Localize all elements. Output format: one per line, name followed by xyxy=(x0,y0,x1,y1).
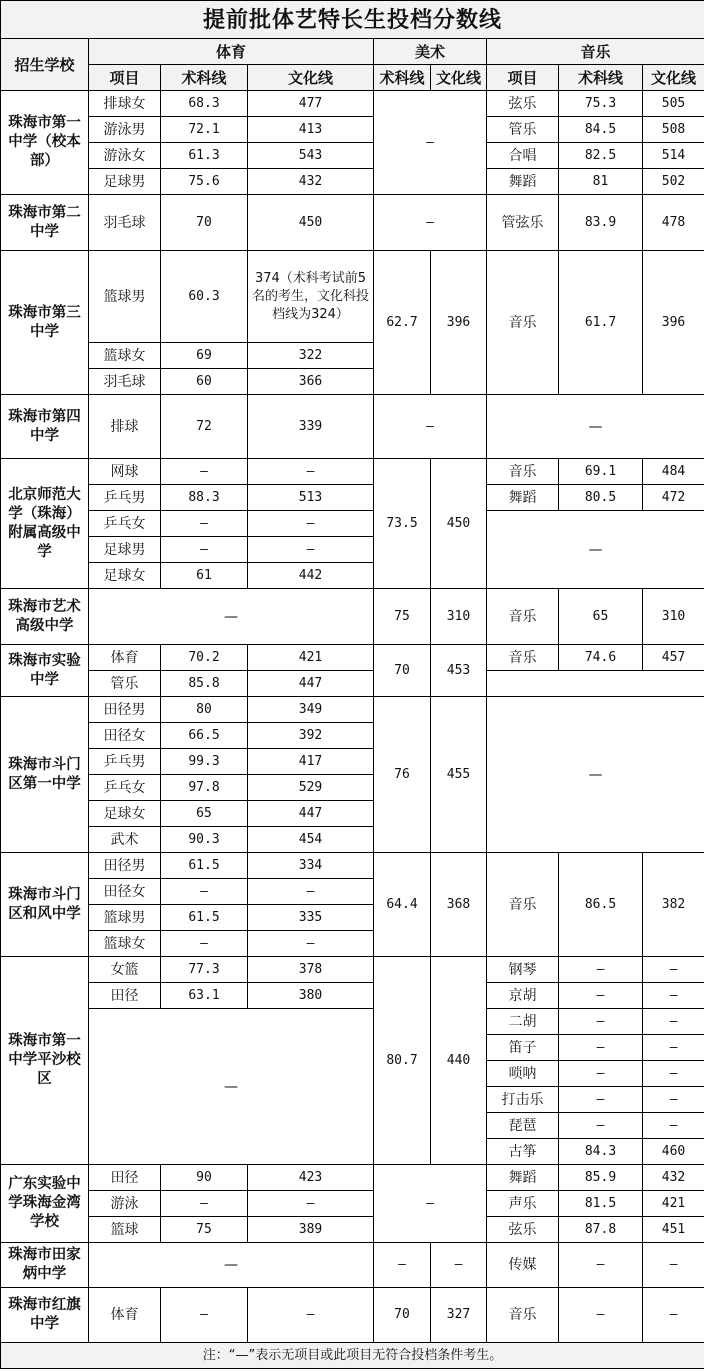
pe-skill-score: 88.3 xyxy=(161,485,248,511)
music-culture-score: 396 xyxy=(643,251,704,395)
pe-skill-score: 69 xyxy=(161,343,248,369)
music-skill-score: — xyxy=(559,1087,643,1113)
music-culture-score: 457 xyxy=(643,645,704,671)
pe-skill-score: 61 xyxy=(161,563,248,589)
pe-item: 足球女 xyxy=(89,563,161,589)
school-name: 珠海市第二中学 xyxy=(1,195,89,251)
pe-culture-score: 432 xyxy=(248,169,374,195)
pe-skill-score: 90 xyxy=(161,1165,248,1191)
music-culture-score: 502 xyxy=(643,169,704,195)
pe-item: 羽毛球 xyxy=(89,369,161,395)
school-name: 广东实验中学珠海金湾学校 xyxy=(1,1165,89,1243)
pe-culture-score: 423 xyxy=(248,1165,374,1191)
music-item: 二胡 xyxy=(487,1009,559,1035)
pe-culture-score: 366 xyxy=(248,369,374,395)
pe-culture-score: 513 xyxy=(248,485,374,511)
music-skill-score: — xyxy=(559,1035,643,1061)
art-skill-score: 62.7 xyxy=(374,251,431,395)
music-skill-score: — xyxy=(559,1009,643,1035)
music-skill-score: — xyxy=(559,1243,643,1288)
pe-culture-score: 392 xyxy=(248,723,374,749)
pe-skill-score: 60 xyxy=(161,369,248,395)
pe-culture-score: 417 xyxy=(248,749,374,775)
header-music: 音乐 xyxy=(487,39,704,65)
art-skill-score: 75 xyxy=(374,589,431,645)
header-row xyxy=(1,65,704,91)
pe-skill-score: — xyxy=(161,1288,248,1343)
pe-culture-score: 322 xyxy=(248,343,374,369)
school-name: 珠海市实验中学 xyxy=(1,645,89,697)
pe-item: 武术 xyxy=(89,827,161,853)
pe-culture-score: 389 xyxy=(248,1217,374,1243)
music-item: 音乐 xyxy=(487,589,559,645)
music-skill-score: 85.9 xyxy=(559,1165,643,1191)
music-skill-score: 86.5 xyxy=(559,853,643,957)
table-row xyxy=(1,589,704,645)
music-item: 打击乐 xyxy=(487,1087,559,1113)
header-pe-skill: 术科线 xyxy=(161,65,248,91)
music-item: 笛子 xyxy=(487,1035,559,1061)
table-row xyxy=(1,1165,704,1191)
school-name: 北京师范大学（珠海）附属高级中学 xyxy=(1,459,89,589)
pe-item: 游泳 xyxy=(89,1191,161,1217)
pe-culture-score: — xyxy=(248,537,374,563)
music-culture-score: 484 xyxy=(643,459,704,485)
pe-skill-score: 61.5 xyxy=(161,853,248,879)
school-name: 珠海市第四中学 xyxy=(1,395,89,459)
table-row xyxy=(1,671,704,697)
music-skill-score: — xyxy=(559,1061,643,1087)
music-culture-score: 310 xyxy=(643,589,704,645)
table-row xyxy=(1,1243,704,1288)
art-empty: — xyxy=(374,1165,487,1243)
art-culture-score: — xyxy=(431,1243,487,1288)
art-empty: — xyxy=(374,195,487,251)
pe-culture-score: 447 xyxy=(248,801,374,827)
pe-skill-score: — xyxy=(161,511,248,537)
pe-empty: — xyxy=(89,1243,374,1288)
pe-item: 足球男 xyxy=(89,169,161,195)
header-pe: 体育 xyxy=(89,39,374,65)
art-skill-score: 73.5 xyxy=(374,459,431,589)
pe-item: 田径男 xyxy=(89,697,161,723)
music-item: 唢呐 xyxy=(487,1061,559,1087)
table-row xyxy=(1,1009,704,1035)
pe-culture-score: 543 xyxy=(248,143,374,169)
music-empty: — xyxy=(487,395,704,459)
page-title: 提前批体艺特长生投档分数线 xyxy=(1,1,704,39)
header-art-skill: 术科线 xyxy=(374,65,431,91)
pe-skill-score: — xyxy=(161,879,248,905)
header-music-culture: 文化线 xyxy=(643,65,704,91)
music-skill-score: 83.9 xyxy=(559,195,643,251)
music-culture-score: 508 xyxy=(643,117,704,143)
pe-skill-score: 72.1 xyxy=(161,117,248,143)
school-name: 珠海市第三中学 xyxy=(1,251,89,395)
note-row xyxy=(1,1343,704,1369)
music-culture-score: 447 xyxy=(248,671,374,697)
music-empty: — xyxy=(487,697,704,853)
pe-skill-score: 66.5 xyxy=(161,723,248,749)
school-name: 珠海市斗门区和风中学 xyxy=(1,853,89,957)
music-item: 声乐 xyxy=(487,1191,559,1217)
music-culture-score: — xyxy=(643,1035,704,1061)
pe-item: 田径女 xyxy=(89,879,161,905)
header-school: 招生学校 xyxy=(1,39,89,91)
music-skill-score: 80.5 xyxy=(559,485,643,511)
art-skill-score: 70 xyxy=(374,1288,431,1343)
music-item: 古筝 xyxy=(487,1139,559,1165)
pe-culture-score: — xyxy=(248,931,374,957)
header-art: 美术 xyxy=(374,39,487,65)
music-item: 管弦乐 xyxy=(487,195,559,251)
school-name: 珠海市田家炳中学 xyxy=(1,1243,89,1288)
pe-culture-score: — xyxy=(248,1191,374,1217)
pe-culture-score: 378 xyxy=(248,957,374,983)
pe-item: 篮球 xyxy=(89,1217,161,1243)
table-row xyxy=(1,1191,704,1217)
pe-skill-score: — xyxy=(161,1191,248,1217)
pe-skill-score: — xyxy=(161,537,248,563)
table-row xyxy=(1,1217,704,1243)
music-item: 音乐 xyxy=(487,251,559,395)
school-name: 珠海市第一中学平沙校区 xyxy=(1,957,89,1165)
music-skill-score: 74.6 xyxy=(559,645,643,671)
music-skill-score: — xyxy=(559,1288,643,1343)
art-skill-score: 80.7 xyxy=(374,957,431,1165)
music-item: 音乐 xyxy=(487,853,559,957)
art-culture-score: 455 xyxy=(431,697,487,853)
music-skill-score: 81.5 xyxy=(559,1191,643,1217)
music-culture-score: — xyxy=(643,1113,704,1139)
pe-skill-score: 70.2 xyxy=(161,645,248,671)
pe-culture-score: — xyxy=(248,459,374,485)
music-culture-score: 505 xyxy=(643,91,704,117)
header-row xyxy=(1,39,704,65)
music-culture-score: — xyxy=(643,1061,704,1087)
music-culture-score: 460 xyxy=(643,1139,704,1165)
pe-culture-score: 477 xyxy=(248,91,374,117)
art-culture-score: 310 xyxy=(431,589,487,645)
music-skill-score: — xyxy=(559,957,643,983)
pe-item: 排球女 xyxy=(89,91,161,117)
table-row xyxy=(1,1288,704,1343)
school-name: 珠海市红旗中学 xyxy=(1,1288,89,1343)
music-skill-score: — xyxy=(559,983,643,1009)
music-culture-score: — xyxy=(643,1087,704,1113)
pe-culture-score: 413 xyxy=(248,117,374,143)
music-item: 舞蹈 xyxy=(487,485,559,511)
pe-item: 足球女 xyxy=(89,801,161,827)
pe-skill-score: 97.8 xyxy=(161,775,248,801)
art-skill-score: 70 xyxy=(374,645,431,697)
music-empty: — xyxy=(487,511,704,589)
pe-item: 女篮 xyxy=(89,957,161,983)
table-row xyxy=(1,485,704,511)
pe-empty: — xyxy=(89,1009,374,1165)
pe-item: 羽毛球 xyxy=(89,195,161,251)
table-row xyxy=(1,957,704,983)
title-row xyxy=(1,1,704,39)
pe-skill-score: 72 xyxy=(161,395,248,459)
pe-culture-score: — xyxy=(248,511,374,537)
pe-skill-score: — xyxy=(161,931,248,957)
pe-item: 网球 xyxy=(89,459,161,485)
music-item: 管乐 xyxy=(487,117,559,143)
music-skill-score: 65 xyxy=(559,589,643,645)
music-culture-score: 432 xyxy=(643,1165,704,1191)
pe-item: 篮球男 xyxy=(89,251,161,343)
header-pe-item: 项目 xyxy=(89,65,161,91)
pe-culture-score: 335 xyxy=(248,905,374,931)
school-name: 珠海市斗门区第一中学 xyxy=(1,697,89,853)
footnote: 注：“—”表示无项目或此项目无符合投档条件考生。 xyxy=(1,1343,704,1369)
music-item: 京胡 xyxy=(487,983,559,1009)
art-empty: — xyxy=(374,91,487,195)
pe-item: 乒乓男 xyxy=(89,749,161,775)
art-empty: — xyxy=(374,395,487,459)
art-culture-score: 368 xyxy=(431,853,487,957)
music-culture-score: 514 xyxy=(643,143,704,169)
music-item: 舞蹈 xyxy=(487,1165,559,1191)
pe-item: 乒乓男 xyxy=(89,485,161,511)
art-skill-score: 64.4 xyxy=(374,853,431,957)
music-culture-score: — xyxy=(643,983,704,1009)
pe-skill-score: 65 xyxy=(161,801,248,827)
music-item: 音乐 xyxy=(487,459,559,485)
music-skill-score: 84.5 xyxy=(559,117,643,143)
art-culture-score: 396 xyxy=(431,251,487,395)
music-culture-score: — xyxy=(643,957,704,983)
pe-item: 乒乓女 xyxy=(89,775,161,801)
pe-culture-score: — xyxy=(248,879,374,905)
music-skill-score: 69.1 xyxy=(559,459,643,485)
pe-skill-score: 75 xyxy=(161,1217,248,1243)
music-item: 音乐 xyxy=(487,1288,559,1343)
music-skill-score: 82.5 xyxy=(559,143,643,169)
music-skill-score: 84.3 xyxy=(559,1139,643,1165)
pe-item: 篮球男 xyxy=(89,905,161,931)
pe-culture-score: 442 xyxy=(248,563,374,589)
music-item: 管乐 xyxy=(89,671,161,697)
pe-culture-score: 450 xyxy=(248,195,374,251)
pe-skill-score: 61.3 xyxy=(161,143,248,169)
header-music-skill: 术科线 xyxy=(559,65,643,91)
art-skill-score: — xyxy=(374,1243,431,1288)
pe-culture-score: 349 xyxy=(248,697,374,723)
pe-skill-score: 77.3 xyxy=(161,957,248,983)
music-culture-score: — xyxy=(643,1243,704,1288)
pe-skill-score: 80 xyxy=(161,697,248,723)
table-row xyxy=(1,169,704,195)
pe-item: 田径 xyxy=(89,1165,161,1191)
music-skill-score: — xyxy=(559,1113,643,1139)
header-music-item: 项目 xyxy=(487,65,559,91)
pe-item: 足球男 xyxy=(89,537,161,563)
table-row xyxy=(1,853,704,879)
music-culture-score: 451 xyxy=(643,1217,704,1243)
table-row xyxy=(1,195,704,251)
pe-culture-score: 339 xyxy=(248,395,374,459)
table-row xyxy=(1,983,704,1009)
pe-item: 游泳女 xyxy=(89,143,161,169)
table-row xyxy=(1,511,704,537)
pe-culture-score: 529 xyxy=(248,775,374,801)
music-culture-score: 382 xyxy=(643,853,704,957)
music-skill-score: 87.8 xyxy=(559,1217,643,1243)
table-row xyxy=(1,117,704,143)
pe-culture-score: 454 xyxy=(248,827,374,853)
music-skill-score: 61.7 xyxy=(559,251,643,395)
pe-culture-score: 374（术科考试前5名的考生，文化科投档线为324） xyxy=(248,251,374,343)
pe-item: 篮球女 xyxy=(89,931,161,957)
pe-item: 田径男 xyxy=(89,853,161,879)
table-row xyxy=(1,91,704,117)
music-item: 舞蹈 xyxy=(487,169,559,195)
pe-item: 乒乓女 xyxy=(89,511,161,537)
music-skill-score: 85.8 xyxy=(161,671,248,697)
table-row xyxy=(1,459,704,485)
music-culture-score: — xyxy=(643,1009,704,1035)
pe-skill-score: 75.6 xyxy=(161,169,248,195)
header-art-culture: 文化线 xyxy=(431,65,487,91)
pe-skill-score: 99.3 xyxy=(161,749,248,775)
pe-culture-score: 334 xyxy=(248,853,374,879)
pe-item: 田径 xyxy=(89,983,161,1009)
music-culture-score: 421 xyxy=(643,1191,704,1217)
pe-item: 篮球女 xyxy=(89,343,161,369)
art-culture-score: 450 xyxy=(431,459,487,589)
school-name: 珠海市第一中学（校本部） xyxy=(1,91,89,195)
pe-item: 排球 xyxy=(89,395,161,459)
music-item: 合唱 xyxy=(487,143,559,169)
art-culture-score: 440 xyxy=(431,957,487,1165)
art-culture-score: 327 xyxy=(431,1288,487,1343)
music-skill-score: 75.3 xyxy=(559,91,643,117)
music-culture-score: — xyxy=(643,1288,704,1343)
music-culture-score: 472 xyxy=(643,485,704,511)
pe-culture-score: 421 xyxy=(248,645,374,671)
music-item: 传媒 xyxy=(487,1243,559,1288)
music-culture-score: 478 xyxy=(643,195,704,251)
school-name: 珠海市艺术高级中学 xyxy=(1,589,89,645)
music-item: 弦乐 xyxy=(487,1217,559,1243)
pe-item: 游泳男 xyxy=(89,117,161,143)
table-row xyxy=(1,143,704,169)
pe-skill-score: 70 xyxy=(161,195,248,251)
table-row xyxy=(1,645,704,671)
music-skill-score: 81 xyxy=(559,169,643,195)
music-item: 琵琶 xyxy=(487,1113,559,1139)
art-skill-score: 76 xyxy=(374,697,431,853)
table-row xyxy=(1,251,704,343)
pe-item: 田径女 xyxy=(89,723,161,749)
music-item: 音乐 xyxy=(487,645,559,671)
pe-empty: — xyxy=(89,589,374,645)
pe-item: 体育 xyxy=(89,1288,161,1343)
table-row xyxy=(1,697,704,723)
pe-skill-score: 90.3 xyxy=(161,827,248,853)
pe-item: 体育 xyxy=(89,645,161,671)
pe-skill-score: — xyxy=(161,459,248,485)
pe-skill-score: 61.5 xyxy=(161,905,248,931)
music-item: 弦乐 xyxy=(487,91,559,117)
pe-skill-score: 63.1 xyxy=(161,983,248,1009)
pe-culture-score: — xyxy=(248,1288,374,1343)
table-row xyxy=(1,395,704,459)
header-pe-culture: 文化线 xyxy=(248,65,374,91)
art-culture-score: 453 xyxy=(431,645,487,697)
music-item: 钢琴 xyxy=(487,957,559,983)
pe-skill-score: 68.3 xyxy=(161,91,248,117)
pe-culture-score: 380 xyxy=(248,983,374,1009)
pe-skill-score: 60.3 xyxy=(161,251,248,343)
